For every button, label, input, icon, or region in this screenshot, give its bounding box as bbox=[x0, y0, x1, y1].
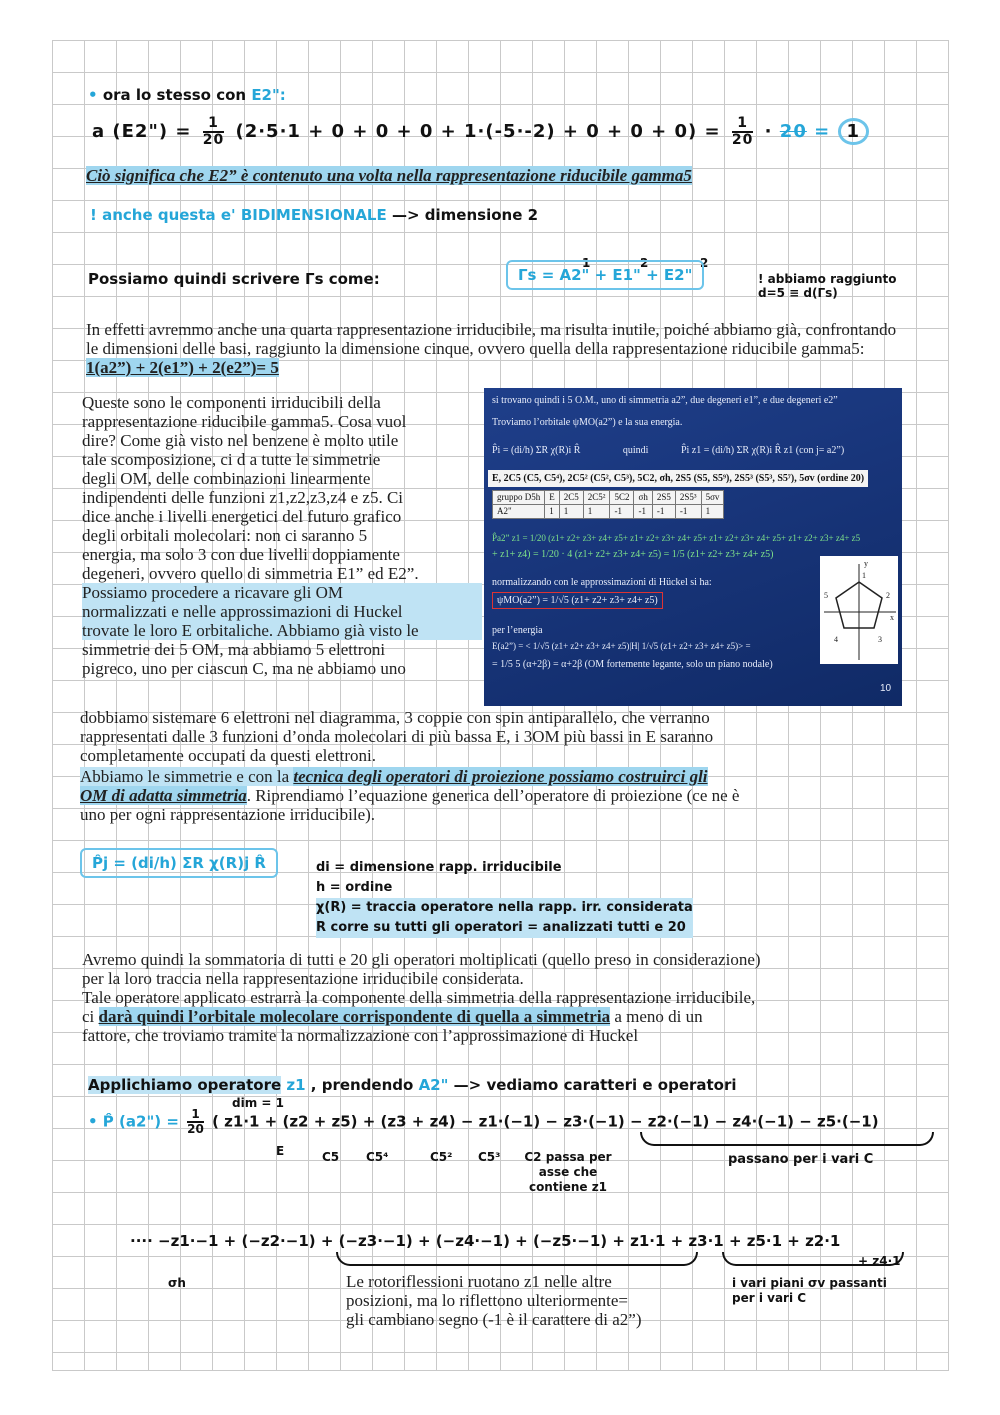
result-circle: 1 bbox=[838, 118, 870, 145]
meaning-sentence: Ciò significa che E2” è contenuto una volta nella rappresentazione riducibile gamma5 bbox=[86, 166, 692, 185]
brace-curve-3 bbox=[722, 1252, 904, 1266]
paragraph-operator: Avremo quindi la sommatoria di tutti e 20 gli operatori moltiplicati (quello preso in considerazione) per la loro traccia nella rappresentazione irriducibile considerata. Tale operatore applicato estrarrà la componente della simmetria della rappresentazione irriducibile, ci darà quindi l’orbitale molecolare corrispondente di quella a simmetria a meno di un fattore, che troviamo tramite la normalizzazione con l’approssimazione di Huckel bbox=[82, 950, 761, 1045]
rotoreflection-note: Le rotoriflessioni ruotano z1 nelle altre posizioni, ma lo riflettono ulteriormente= gli cambiano segno (-1 è il carattere di a2”) bbox=[346, 1272, 642, 1329]
projection-equation: • P̂ (a2") = $\frac{1}{20}$ ( z1·1 + (z2 + z5) + (z3 + z4) − z1·(−1) − z3·(−1) − z2·(−1) − z4·(−1) − z5·(−1) bbox=[88, 1107, 879, 1136]
pentagon-figure bbox=[820, 556, 898, 664]
gamma-side-note: ! abbiamo raggiunto d=5 ≡ d(Γs) bbox=[758, 272, 897, 300]
equation-a-e2: a (E2") = $\frac{1}{20}$ (2·5·1 + 0 + 0 + 0 + 1·(-5·-2) + 0 + 0 + 0) = $\frac{1}{20}$ · 20 = 1 bbox=[92, 116, 869, 148]
continuation-equation: ···· −z1·−1 + (−z2·−1) + (−z3·−1) + (−z4·−1) + (−z5·−1) + z1·1 + z3·1 + z5·1 + z2·1 bbox=[130, 1232, 841, 1250]
paragraph-projection: Abbiamo le simmetrie e con la tecnica degli operatori di proiezione possiamo costruirci gli OM di adatta simmetria. Riprendiamo l’equazione generica dell’operatore di proiezione (ce ne è uno per ogni rappresentazione irriducibile). bbox=[80, 767, 740, 824]
handwritten-line-intro: • ora lo stesso con E2": bbox=[88, 86, 286, 104]
bidimensional-note: ! anche questa e' BIDIMENSIONALE —> dimensione 2 bbox=[90, 206, 539, 224]
c2-note: C2 passa per asse che contiene z1 bbox=[524, 1150, 612, 1194]
dimension-note: dim = 1 bbox=[232, 1096, 284, 1110]
vertex-1: 1 bbox=[862, 571, 866, 580]
apply-operator-line: Applichiamo operatore z1 , prendendo A2" —> vediamo caratteri e operatori bbox=[88, 1076, 737, 1094]
planes-note: i vari piani σv passanti per i vari C bbox=[732, 1276, 887, 1305]
label-E: E bbox=[276, 1144, 285, 1158]
label-C5-4: C5⁴ bbox=[366, 1150, 389, 1164]
group-operators-bar: E, 2C5 (C5, C5⁴), 2C5² (C5², C5³), 5C2, σh, 2S5 (S5, S5⁹), 2S5³ (S5³, S5⁷), 5σv (ordine 20) bbox=[488, 470, 868, 487]
fraction-2: $\frac{1}{20}$ bbox=[731, 115, 754, 148]
continuation-tail: + z4·1 bbox=[858, 1254, 901, 1268]
axis-x-label: x bbox=[890, 613, 894, 622]
pentagon-diagram bbox=[820, 556, 898, 664]
slide-page-number: 10 bbox=[880, 683, 892, 694]
coefficient-3: 2 bbox=[700, 256, 709, 270]
label-C5: C5 bbox=[322, 1150, 340, 1164]
label-C5-3: C5³ bbox=[478, 1150, 501, 1164]
label-C5-2: C5² bbox=[430, 1150, 453, 1164]
vertex-5: 5 bbox=[824, 591, 828, 600]
sigma-h-label: σh bbox=[168, 1276, 186, 1290]
projector-definitions: di = dimensione rapp. irriducibile h = ordine χ(R) = traccia operatore nella rapp. irr. considerata R corre su tutti gli operatori = analizzati tutti e 20 bbox=[316, 858, 693, 938]
paragraph-electrons: dobbiamo sistemare 6 elettroni nel diagramma, 3 coppie con spin antiparallelo, che verranno rappresentati dalle 3 funzioni d’onda molecolari di più bassa E, i 3OM più bassi in E saranno completamente occupati da questi elettroni. bbox=[80, 708, 714, 765]
vertex-4: 4 bbox=[834, 635, 838, 644]
gamma-formula-box: Γs = A2" + E1" + E2" bbox=[506, 260, 704, 290]
vertex-3: 3 bbox=[878, 635, 882, 644]
lecture-slide-image: si trovano quindi i 5 O.M., uno di simmetria a2”, due degeneri e1”, e due degeneri e2” Troviamo l’orbitale ψMO(a2”) e la sua energia. P̂i = (di/h) ΣR χ(R)i R̂ quindi P̂i z1 = (di/h) ΣR χ(R)i R̂ z1 (con j= a2”) E, 2C5 (C5, C5⁴), 2C5² (C5², C5³), 5C2, σh, 2S5 (S5, S5⁹), 2S5³ (S5³, S5⁷), 5σv (ordine 20) gruppo D5h E 2C5 2C5² 5C2 σh 2S5 2S5³ 5σv A2" 1 1 1 -1 -1 -1 -1 1 P̂a2” z1 = 1/20 (z1+ z2+ z3+ z4+ z5+ z1+ z2+ z3+ z4+ z5+ z1+ z2+ z3+ z4+ z5+ z1+ z2+ z3+ z4+ z5 + z1+ z4) = 1/20 · 4 (z1+ z2+ z3+ z4+ z5) = 1/5 (z1+ z2+ z3+ z4+ z5) normalizzando con le approssimazioni di Hückel si ha: ψMO(a2”) = 1/√5 (z1+ z2+ z3+ z4+ z5) per l’energia E(a2”) = < 1/√5 (z1+ z2+ z3+ z4+ z5)|H| 1/√5 (z1+ z2+ z3+ z4+ z5)> = = 1/5 5 (α+2β) = α+2β (OM fortemente legante, solo un piano nodale) y x 1 2 3 4 5 10 bbox=[484, 388, 902, 706]
projector-formula-box: P̂j = (di/h) ΣR χ(R)j R̂ bbox=[80, 848, 278, 878]
axis-y-label: y bbox=[864, 559, 868, 568]
brace-note: passano per i vari C bbox=[728, 1152, 874, 1167]
brace-curve-2 bbox=[336, 1252, 698, 1266]
vertex-2: 2 bbox=[886, 591, 890, 600]
left-column-text: Queste sono le componenti irriducibili della rappresentazione riducibile gamma5. Cosa vuol dire? Come già visto nel benzene è molto utile tale scomposizione, ci d a tutte le simmetrie degli OM, delle combinazioni linearmente indipendenti delle funzioni z1,z2,z3,z4 e z5. Ci dice anche i livelli energetici del futuro grafico degli orbitali molecolari: non ci saranno 5 energia, ma solo 3 con due livelli doppiamente degeneri, ovvero quello di simmetria E1” ed E2”. Possiamo procedere a ricavare gli OM normalizzati e nelle approssimazioni di Huckel trovate le loro E orbitaliche. Abbiamo già visto le simmetrie dei 5 OM, ma abbiamo 5 elettroni pigreco, uno per ciascun C, ma ne abbiamo uno bbox=[82, 393, 482, 678]
character-table: gruppo D5h E 2C5 2C5² 5C2 σh 2S5 2S5³ 5σv A2" 1 1 1 -1 -1 -1 -1 1 bbox=[492, 490, 724, 519]
brace-curve bbox=[640, 1132, 934, 1146]
coefficient-1: 1 bbox=[582, 256, 591, 270]
coefficient-2: 2 bbox=[640, 256, 649, 270]
fraction-3: $\frac{1}{20}$ bbox=[187, 1107, 204, 1136]
paragraph-fourth-representation: In effetti avremmo anche una quarta rappresentazione irriducibile, ma risulta inutile, poiché abbiamo già, confrontando le dimensioni delle basi, raggiunto la dimensione cinque, ovvero quella della rappresentazione riducibile gamma5: 1(a2”) + 2(e1”) + 2(e2”)= 5 bbox=[86, 320, 897, 377]
fraction: $\frac{1}{20}$ bbox=[202, 115, 225, 148]
gamma-lead: Possiamo quindi scrivere Γs come: bbox=[88, 270, 380, 288]
